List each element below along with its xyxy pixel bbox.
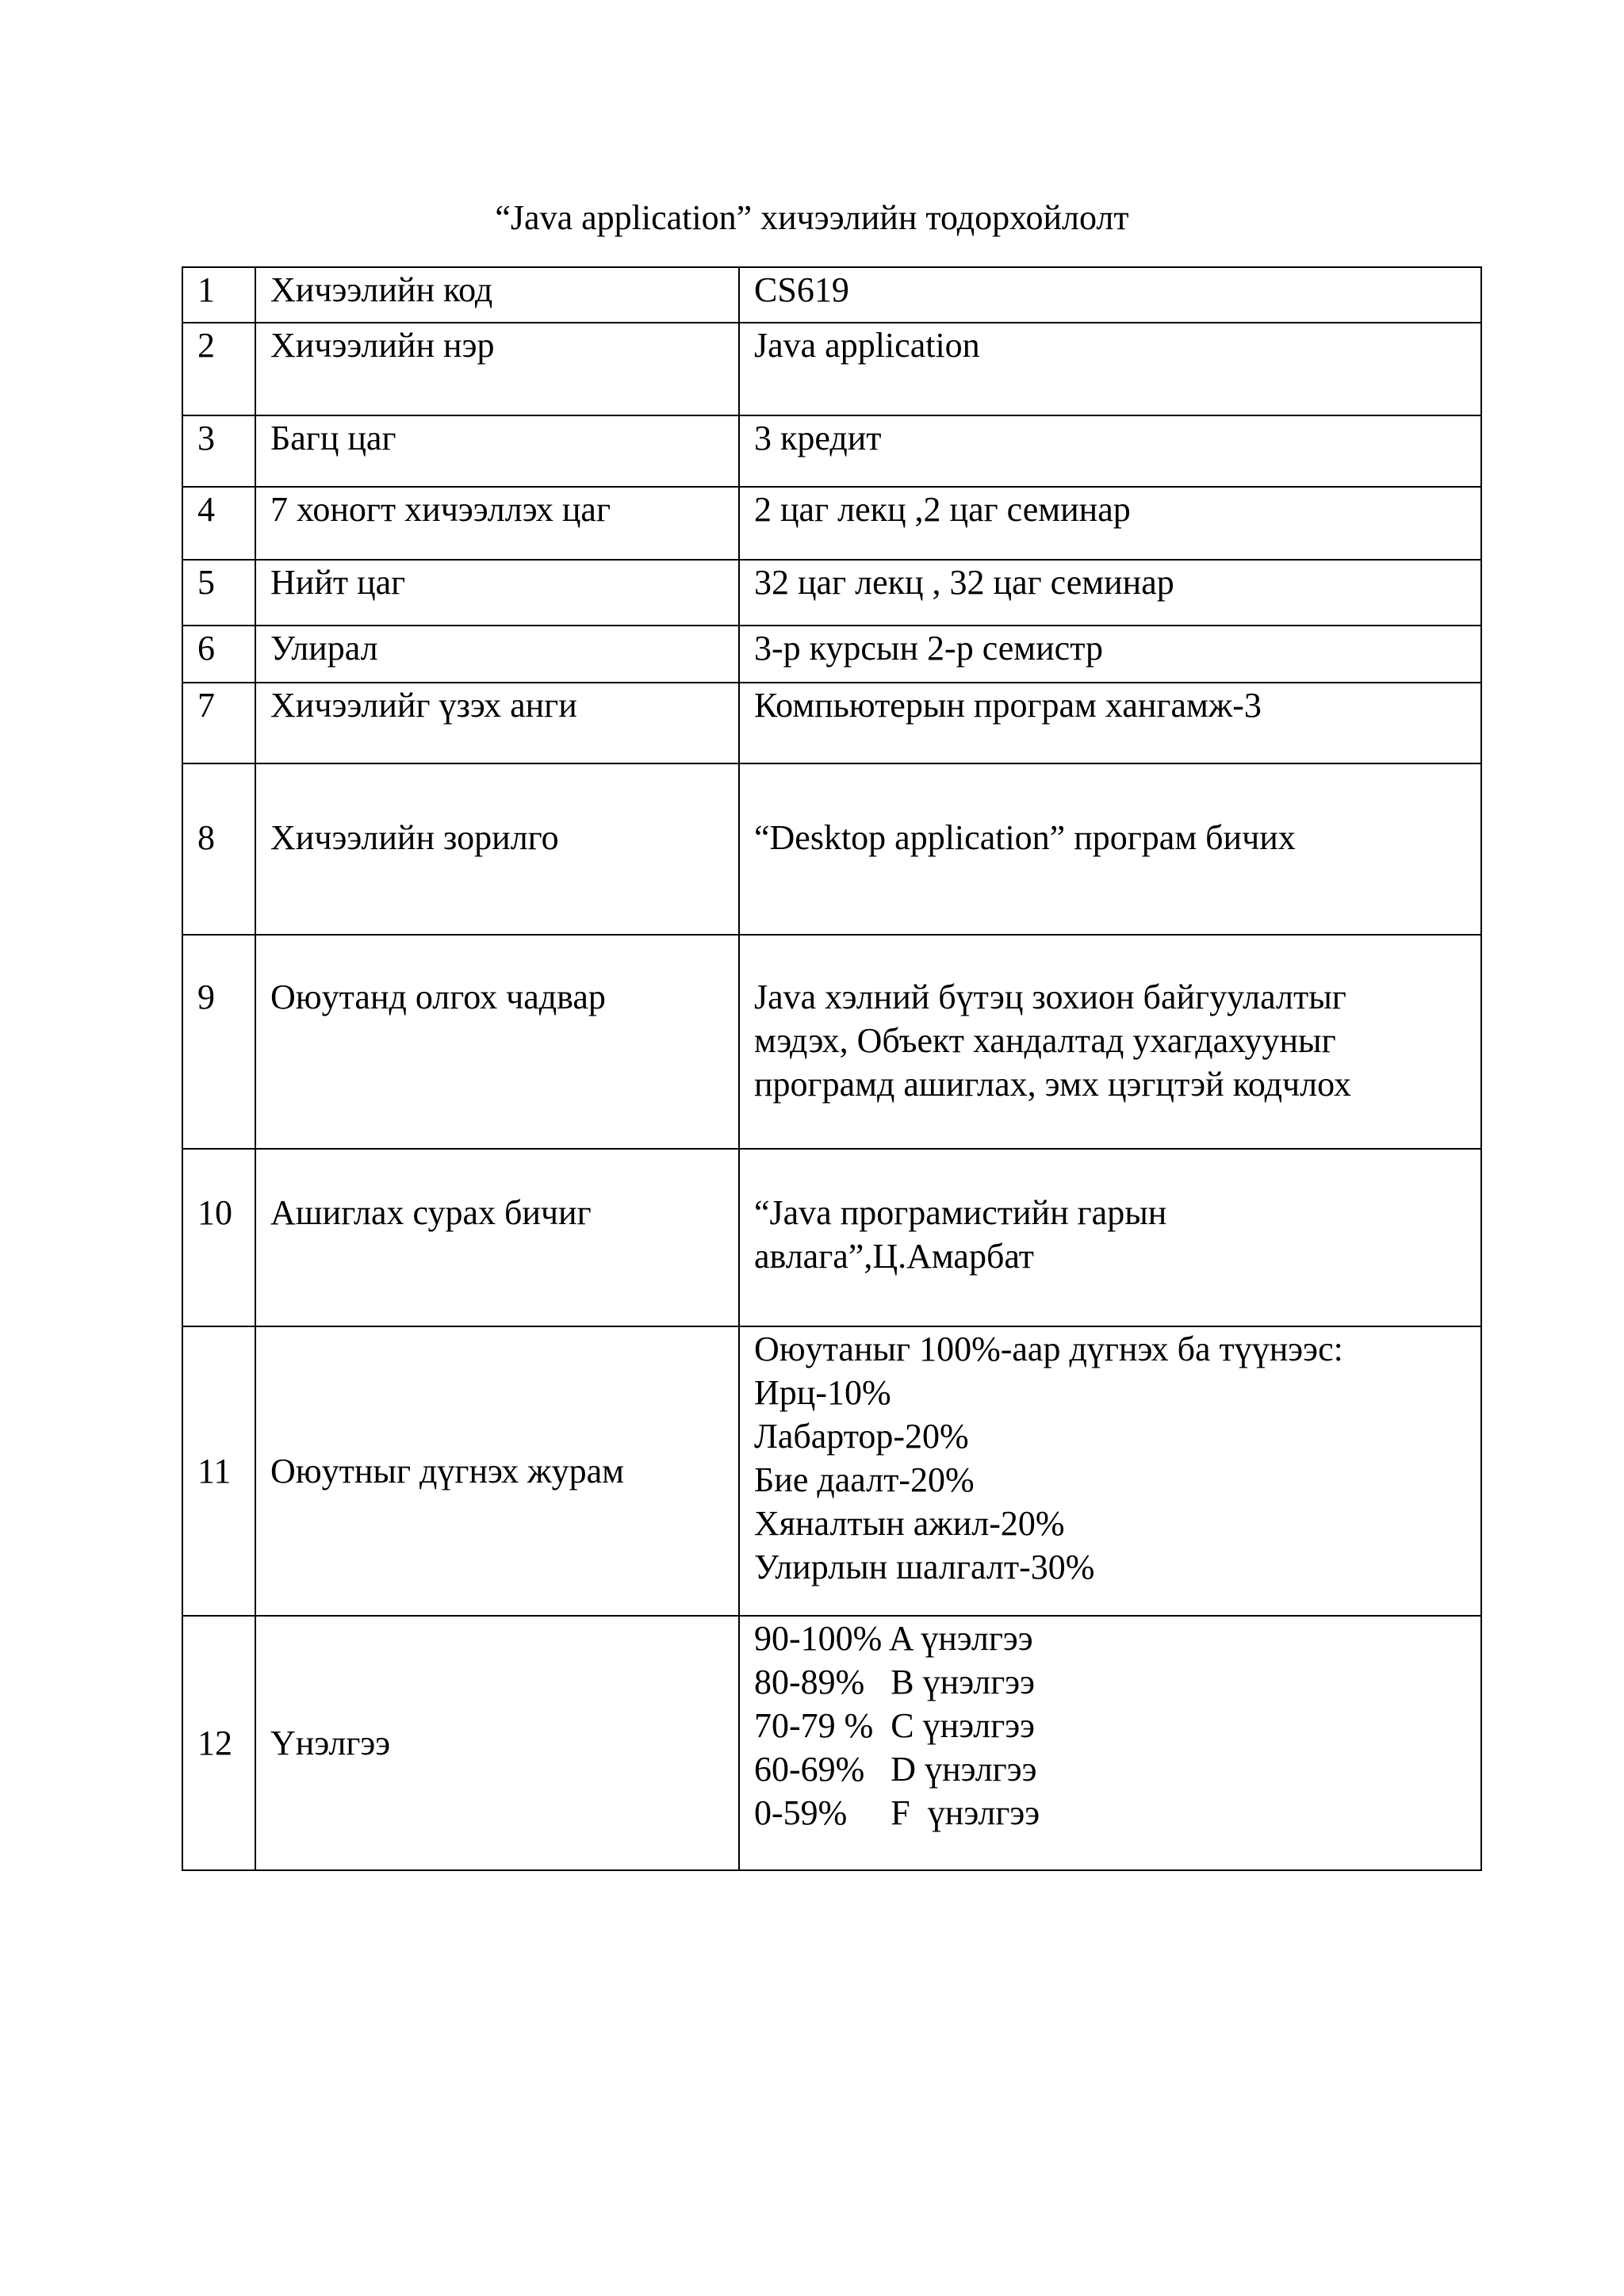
value-line: Java application <box>754 326 980 365</box>
value-line: 90-100% A үнэлгээ <box>754 1619 1033 1658</box>
row-value <box>739 935 1481 1149</box>
value-line: CS619 <box>754 270 849 309</box>
value-line: Оюутаныг 100%-аар дүгнэх ба түүнээс: <box>754 1330 1343 1368</box>
row-value <box>739 1616 1481 1870</box>
row-value <box>739 415 1481 487</box>
row-number: 3 <box>182 415 255 487</box>
row-label: Хичээлийн зорилго <box>255 763 739 935</box>
value-line: програмд ашиглах, эмх цэгцтэй кодчлох <box>754 1065 1351 1104</box>
row-label: Хичээлийн код <box>255 267 739 323</box>
value-line: 3 кредит <box>754 419 882 457</box>
value-line: Java хэлний бүтэц зохион байгуулалтыг <box>754 978 1346 1016</box>
table-row <box>182 323 1481 415</box>
row-number: 9 <box>182 935 255 1149</box>
row-value <box>739 323 1481 415</box>
row-value <box>739 1149 1481 1326</box>
table-row <box>182 415 1481 487</box>
row-label: Оюутныг дүгнэх журам <box>255 1326 739 1616</box>
row-label: Улирал <box>255 626 739 683</box>
row-label: 7 хоногт хичээллэх цаг <box>255 487 739 560</box>
row-label: Багц цаг <box>255 415 739 487</box>
row-value <box>739 487 1481 560</box>
row-value <box>739 267 1481 323</box>
row-label: Үнэлгээ <box>255 1616 739 1870</box>
row-number: 5 <box>182 560 255 626</box>
row-number: 2 <box>182 323 255 415</box>
row-value <box>739 1326 1481 1616</box>
value-line: Улирлын шалгалт-30% <box>754 1548 1095 1586</box>
table-row <box>182 267 1481 323</box>
row-value <box>739 763 1481 935</box>
row-label: Хичээлийг үзэх анги <box>255 683 739 763</box>
value-line: Компьютерын програм хангамж-3 <box>754 686 1262 725</box>
value-line: 60-69% D үнэлгээ <box>754 1750 1037 1789</box>
value-line: Хяналтын ажил-20% <box>754 1504 1065 1543</box>
value-line: Лабартор-20% <box>754 1417 969 1456</box>
value-line: Ирц-10% <box>754 1373 891 1412</box>
row-value <box>739 626 1481 683</box>
row-number: 12 <box>182 1616 255 1870</box>
table-row <box>182 1326 1481 1616</box>
course-description-table <box>182 266 1482 1871</box>
value-line: 32 цаг лекц , 32 цаг семинар <box>754 563 1174 602</box>
value-line: 2 цаг лекц ,2 цаг семинар <box>754 490 1131 529</box>
value-line: 0-59% F үнэлгээ <box>754 1793 1040 1832</box>
table-row <box>182 560 1481 626</box>
table-row <box>182 935 1481 1149</box>
value-line: Бие даалт-20% <box>754 1460 975 1499</box>
value-line: “Java програмистийн гарын <box>754 1193 1167 1232</box>
value-line: 3-р курсын 2-р семистр <box>754 629 1103 668</box>
row-number: 7 <box>182 683 255 763</box>
row-number: 1 <box>182 267 255 323</box>
value-line: авлага”,Ц.Амарбат <box>754 1237 1034 1276</box>
row-number: 4 <box>182 487 255 560</box>
value-line: 70-79 % C үнэлгээ <box>754 1706 1036 1745</box>
table-row <box>182 487 1481 560</box>
row-label: Нийт цаг <box>255 560 739 626</box>
document-title: “Java application” хичээлийн тодорхойлолт <box>495 198 1129 237</box>
row-number: 6 <box>182 626 255 683</box>
row-value <box>739 560 1481 626</box>
value-line: мэдэх, Объект хандалтад ухагдахууныг <box>754 1021 1336 1060</box>
value-line: 80-89% B үнэлгээ <box>754 1663 1036 1701</box>
row-label: Оюутанд олгох чадвар <box>255 935 739 1149</box>
table-row <box>182 1616 1481 1870</box>
row-number: 10 <box>182 1149 255 1326</box>
row-label: Хичээлийн нэр <box>255 323 739 415</box>
row-value <box>739 683 1481 763</box>
row-number: 8 <box>182 763 255 935</box>
table-row <box>182 1149 1481 1326</box>
row-label: Ашиглах сурах бичиг <box>255 1149 739 1326</box>
table-row <box>182 626 1481 683</box>
table-row <box>182 683 1481 763</box>
row-number: 11 <box>182 1326 255 1616</box>
table-row <box>182 763 1481 935</box>
value-line: “Desktop application” програм бичих <box>754 817 1296 857</box>
